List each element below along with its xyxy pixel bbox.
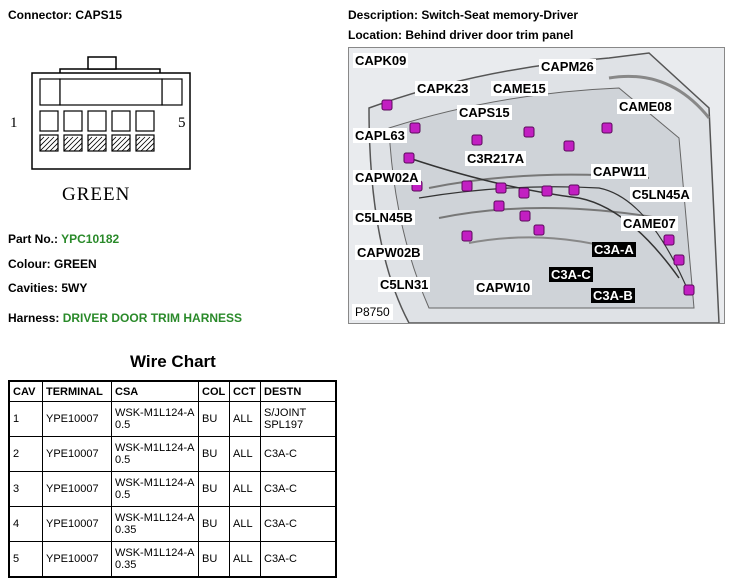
cell-col: BU bbox=[199, 542, 230, 578]
harness-value: DRIVER DOOR TRIM HARNESS bbox=[62, 311, 243, 325]
part-number bbox=[8, 232, 119, 246]
description-line: Description: Switch-Seat memory-Driver bbox=[348, 8, 579, 22]
connector-marker bbox=[569, 185, 579, 195]
connector-marker bbox=[382, 100, 392, 110]
connector-marker bbox=[564, 141, 574, 151]
connector-color-caption: GREEN bbox=[62, 184, 131, 205]
cell-col: BU bbox=[199, 507, 230, 542]
connector-marker bbox=[684, 285, 694, 295]
cavity-3 bbox=[88, 111, 106, 131]
callout-capw02b: CAPW02B bbox=[357, 245, 421, 260]
cell-cav: 1 bbox=[9, 402, 43, 437]
cavity-4 bbox=[112, 111, 130, 131]
connector-marker bbox=[520, 211, 530, 221]
cell-csa: WSK-M1L124-A 0.35 bbox=[112, 507, 199, 542]
callout-c5ln45a: C5LN45A bbox=[632, 187, 690, 202]
cell-cct: ALL bbox=[230, 472, 261, 507]
cavity-5 bbox=[136, 111, 154, 131]
cell-destn: C3A-C bbox=[261, 507, 337, 542]
connector-marker bbox=[664, 235, 674, 245]
harness-line bbox=[8, 311, 242, 325]
cavity-2 bbox=[64, 111, 82, 131]
callout-c3a-a: C3A-A bbox=[594, 242, 634, 257]
connector-marker bbox=[519, 188, 529, 198]
colour-line: Colour: GREEN bbox=[8, 257, 97, 271]
connector-marker bbox=[494, 201, 504, 211]
header-destn: DESTN bbox=[261, 381, 337, 402]
cell-destn: S/JOINT SPL197 bbox=[261, 402, 337, 437]
callout-c3a-b: C3A-B bbox=[593, 288, 633, 303]
connector-marker bbox=[524, 127, 534, 137]
callout-c5ln31: C5LN31 bbox=[380, 277, 429, 292]
harness-prefix: Harness: bbox=[8, 311, 63, 325]
table-row bbox=[9, 437, 336, 472]
connector-marker bbox=[462, 231, 472, 241]
wire-chart-title: Wire Chart bbox=[130, 352, 216, 371]
callout-capw02a: CAPW02A bbox=[355, 170, 419, 185]
cell-cct: ALL bbox=[230, 542, 261, 578]
header-cav: CAV bbox=[9, 381, 43, 402]
cell-cct: ALL bbox=[230, 507, 261, 542]
table-row bbox=[9, 472, 336, 507]
connector-marker bbox=[404, 153, 414, 163]
cell-cct: ALL bbox=[230, 402, 261, 437]
connector-marker bbox=[674, 255, 684, 265]
cell-terminal: YPE10007 bbox=[43, 507, 112, 542]
cell-col: BU bbox=[199, 437, 230, 472]
callout-capw10: CAPW10 bbox=[476, 280, 531, 295]
cell-cav: 4 bbox=[9, 507, 43, 542]
part-number-value: YPC10182 bbox=[61, 232, 120, 246]
callout-c5ln45b: C5LN45B bbox=[355, 210, 413, 225]
callout-came08: CAME08 bbox=[619, 99, 672, 114]
callout-capk23: CAPK23 bbox=[417, 81, 469, 96]
header-csa: CSA bbox=[112, 381, 199, 402]
header-cct: CCT bbox=[230, 381, 261, 402]
cavity-1 bbox=[40, 111, 58, 131]
table-row bbox=[9, 402, 336, 437]
header-col: COL bbox=[199, 381, 230, 402]
header-terminal: TERMINAL bbox=[43, 381, 112, 402]
cell-terminal: YPE10007 bbox=[43, 437, 112, 472]
connector-marker bbox=[462, 181, 472, 191]
cell-csa: WSK-M1L124-A 0.5 bbox=[112, 402, 199, 437]
pin-1-label: 1 bbox=[10, 115, 18, 131]
table-row bbox=[9, 507, 336, 542]
location-photo bbox=[348, 47, 725, 324]
cell-cav: 2 bbox=[9, 437, 43, 472]
connector-marker bbox=[534, 225, 544, 235]
cell-col: BU bbox=[199, 472, 230, 507]
connector-marker bbox=[542, 186, 552, 196]
cell-terminal: YPE10007 bbox=[43, 402, 112, 437]
callout-caps15: CAPS15 bbox=[459, 105, 510, 120]
callout-capl63: CAPL63 bbox=[355, 128, 405, 143]
cell-destn: C3A-C bbox=[261, 472, 337, 507]
cell-csa: WSK-M1L124-A 0.35 bbox=[112, 542, 199, 578]
wire-chart-header-row bbox=[9, 381, 336, 402]
callout-capk09: CAPK09 bbox=[355, 53, 407, 68]
cell-destn: C3A-C bbox=[261, 542, 337, 578]
callout-came15: CAME15 bbox=[493, 81, 546, 96]
figure-reference: P8750 bbox=[352, 304, 393, 320]
location-line: Location: Behind driver door trim panel bbox=[348, 28, 574, 42]
pin-5-label: 5 bbox=[178, 115, 186, 131]
cell-col: BU bbox=[199, 402, 230, 437]
callout-capw11: CAPW11 bbox=[593, 164, 647, 179]
cell-cav: 3 bbox=[9, 472, 43, 507]
callout-came07: CAME07 bbox=[623, 216, 676, 231]
callout-c3r217a: C3R217A bbox=[467, 151, 525, 166]
cell-csa: WSK-M1L124-A 0.5 bbox=[112, 472, 199, 507]
connector-marker bbox=[410, 123, 420, 133]
callout-c3a-c: C3A-C bbox=[551, 267, 591, 282]
table-row bbox=[9, 542, 336, 578]
cell-cct: ALL bbox=[230, 437, 261, 472]
cell-terminal: YPE10007 bbox=[43, 472, 112, 507]
connector-marker bbox=[472, 135, 482, 145]
part-number-prefix: Part No.: bbox=[8, 232, 62, 246]
callout-capm26: CAPM26 bbox=[541, 59, 594, 74]
wire-chart-table bbox=[8, 380, 337, 578]
cell-destn: C3A-C bbox=[261, 437, 337, 472]
cell-csa: WSK-M1L124-A 0.5 bbox=[112, 437, 199, 472]
cell-terminal: YPE10007 bbox=[43, 542, 112, 578]
connector-marker bbox=[496, 183, 506, 193]
connector-label: Connector: CAPS15 bbox=[8, 8, 123, 22]
connector-marker bbox=[602, 123, 612, 133]
cell-cav: 5 bbox=[9, 542, 43, 578]
cavities-line: Cavities: 5WY bbox=[8, 281, 88, 295]
